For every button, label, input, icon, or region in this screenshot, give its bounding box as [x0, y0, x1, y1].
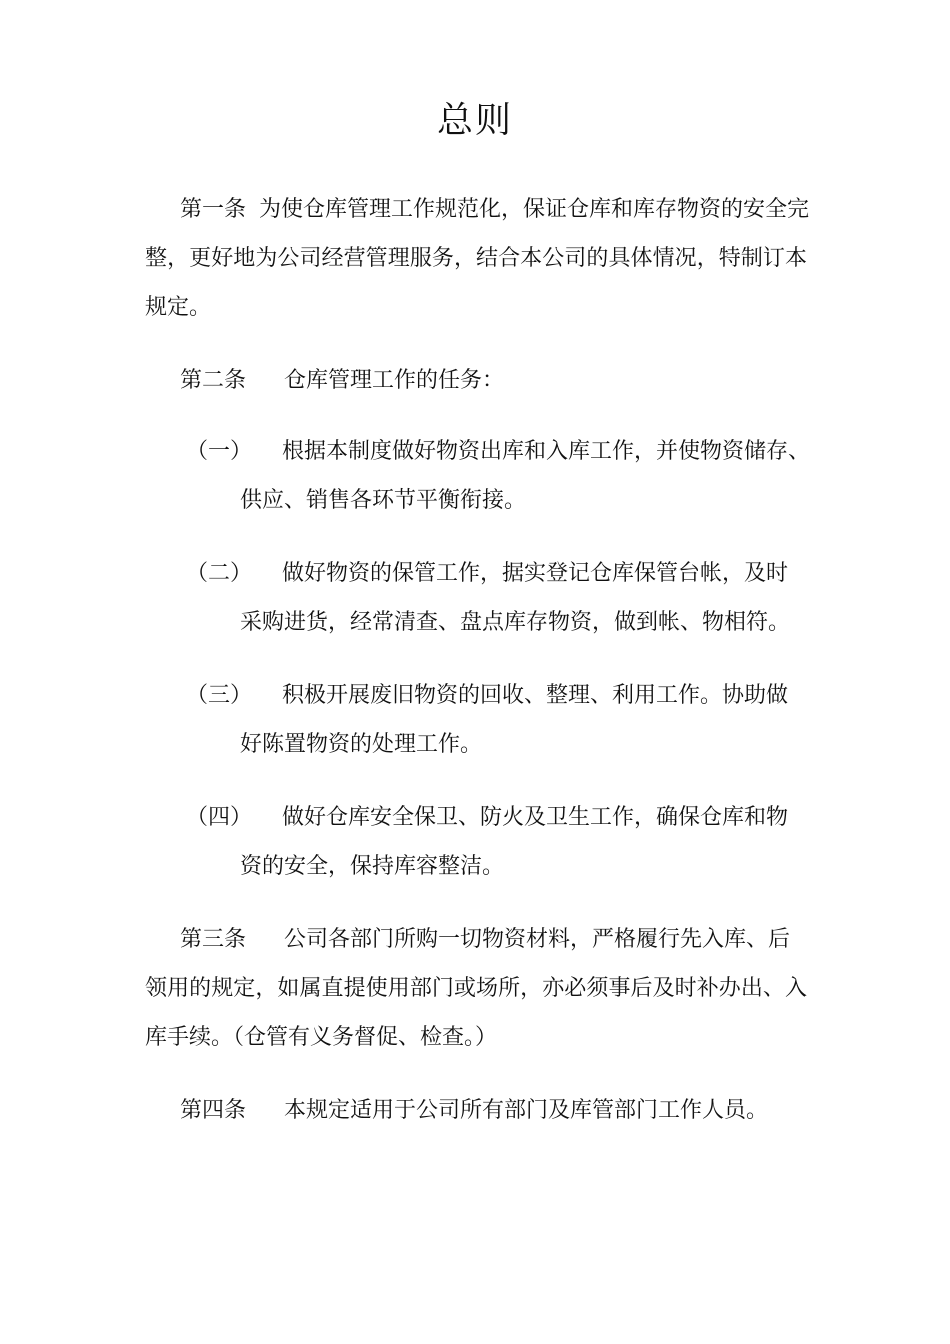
article-1-label: 第一条: [180, 197, 247, 222]
article-1-line-3: 规定。: [145, 295, 212, 320]
article-1-text-1: 为使仓库管理工作规范化，保证仓库和库存物资的安全完: [259, 197, 810, 222]
task-item-1-text-1: 根据本制度做好物资出库和入库工作，并使物资储存、: [282, 439, 811, 464]
task-item-4-text-1: 做好仓库安全保卫、防火及卫生工作，确保仓库和物: [282, 805, 789, 830]
article-3: [145, 915, 807, 1062]
article-3-line-2: 领用的规定，如属直提使用部门或场所，亦必须事后及时补办出、入: [145, 976, 807, 1001]
task-item-2-text-1: 做好物资的保管工作，据实登记仓库保管台帐，及时: [282, 561, 789, 586]
task-item-1-text-2: 供应、销售各环节平衡衔接。: [240, 488, 527, 513]
task-item-3-label: （三）: [186, 683, 253, 708]
task-item-3: [186, 671, 826, 769]
task-item-4: [186, 793, 826, 891]
article-3-line-3: 库手续。（仓管有义务督促、检查。）: [145, 1025, 498, 1050]
article-3-text-1: 公司各部门所购一切物资材料，严格履行先入库、后: [284, 927, 791, 952]
task-item-1: [186, 427, 826, 525]
article-1: [145, 185, 810, 332]
task-item-3-text-1: 积极开展废旧物资的回收、整理、利用工作。协助做: [282, 683, 789, 708]
article-4-label: 第四条: [180, 1098, 247, 1123]
article-4: [180, 1086, 800, 1135]
article-1-line-2: 整，更好地为公司经营管理服务，结合本公司的具体情况，特制订本: [145, 246, 807, 271]
task-item-4-text-2: 资的安全，保持库容整洁。: [240, 854, 505, 879]
article-2: [180, 356, 800, 405]
article-4-text: 本规定适用于公司所有部门及库管部门工作人员。: [284, 1098, 769, 1123]
task-item-2-label: （二）: [186, 561, 253, 586]
task-item-3-text-2: 好陈置物资的处理工作。: [240, 732, 483, 757]
document-title: 总则: [436, 100, 513, 141]
article-2-text: 仓库管理工作的任务：: [284, 368, 505, 393]
task-item-4-label: （四）: [186, 805, 253, 830]
task-item-2-text-2: 采购进货，经常清查、盘点库存物资，做到帐、物相符。: [240, 610, 791, 635]
task-item-1-label: （一）: [186, 439, 253, 464]
article-1-line-1: [145, 185, 810, 234]
article-3-label: 第三条: [180, 927, 247, 952]
article-2-label: 第二条: [180, 368, 247, 393]
task-item-2: [186, 549, 826, 647]
